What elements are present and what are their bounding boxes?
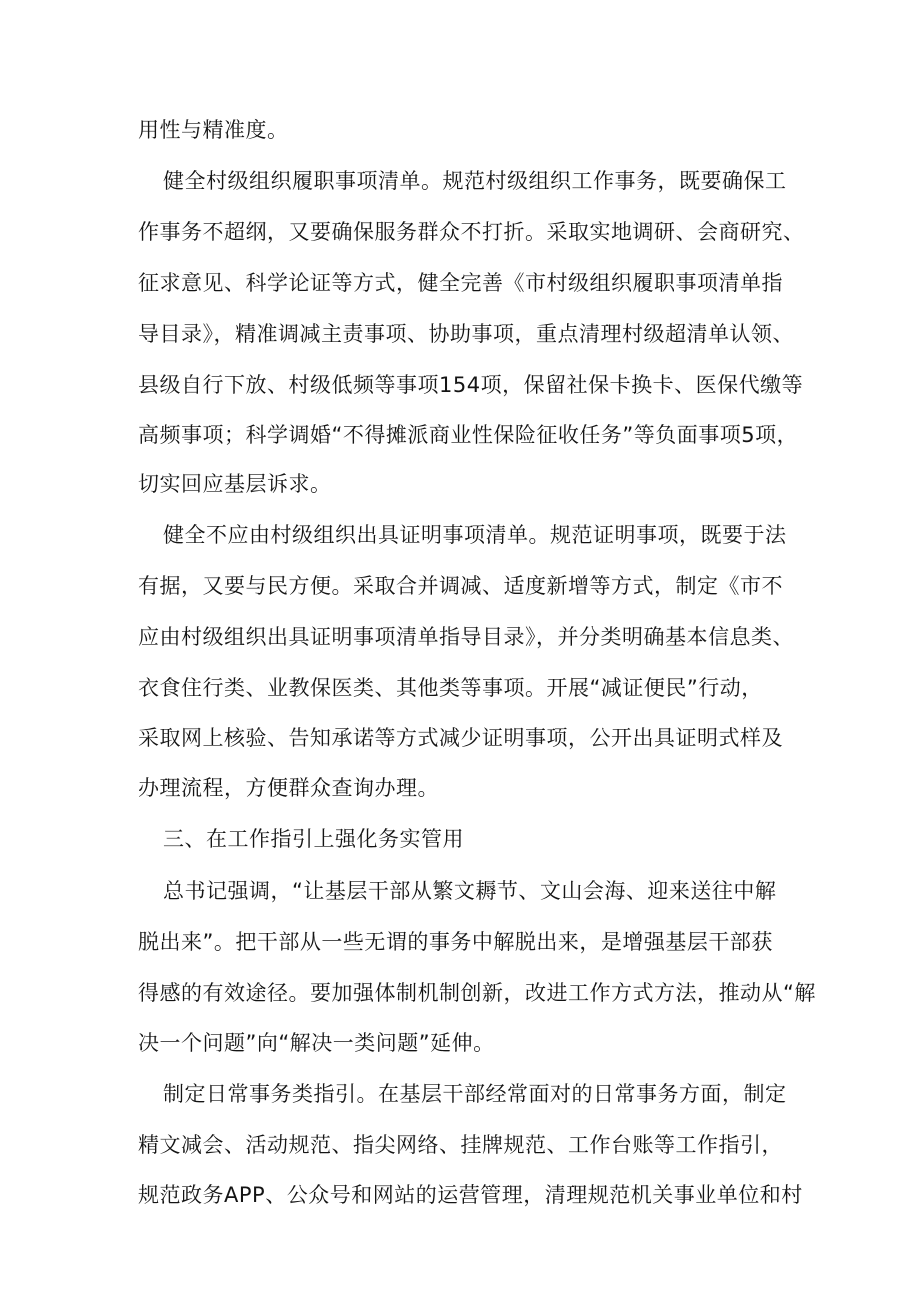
paragraph-quote-line: 总书记强调，“让基层干部从繁文耨节、文山会海、迎来送往中解 [163,879,777,903]
paragraph-certificates-line: 有据，又要与民方便。采取合并调减、适度新增等方式，制定《市不 [138,574,783,598]
paragraph-quote-line: 脱出来”。把干部从一些无谓的事务中解脱出来，是增强基层干部获 [138,930,773,954]
paragraph-village-duties-line: 高频事项；科学调婚“不得摊派商业性保险征收任务”等负面事项5项， [138,423,799,447]
paragraph-daily-affairs-line: 规范政务APP、公众号和网站的运营管理，清理规范机关事业单位和村 [138,1183,803,1207]
paragraph-continuation-line: 用性与精准度。 [138,118,289,142]
paragraph-village-duties-line: 切实回应基层诉求。 [138,472,332,496]
paragraph-certificates-line: 应由村级组织出具证明事项清单指导目录》，并分类明确基本信息类、 [138,625,794,649]
paragraph-certificates-line: 采取网上核验、告知承诺等方式减少证明事项，公开出具证明式样及 [138,726,783,750]
paragraph-village-duties-line: 县级自行下放、村级低频等事项154项，保留社保卡换卡、医保代缴等 [138,373,804,397]
paragraph-village-duties-line: 作事务不超纲，又要确保服务群众不打折。采取实地调研、会商研究、 [138,220,805,244]
paragraph-certificates-line: 衣食住行类、业教保医类、其他类等事项。开展“减证便民”行动， [138,676,763,700]
paragraph-village-duties-line: 导目录》，精准调减主责事项、协助事项，重点清理村级超清单认领、 [138,322,794,346]
paragraph-daily-affairs-line: 制定日常事务类指引。在基层干部经常面对的日常事务方面，制定 [163,1082,787,1106]
paragraph-village-duties-line: 健全村级组织履职事项清单。规范村级组织工作事务，既要确保工 [163,169,787,193]
paragraph-village-duties-line: 征求意见、科学论证等方式，健全完善《市村级组织履职事项清单指 [138,271,783,295]
paragraph-certificates-line: 健全不应由村级组织出具证明事项清单。规范证明事项，既要于法 [163,523,787,547]
paragraph-certificates-line: 办理流程，方便群众查询办理。 [138,776,439,800]
paragraph-quote-line: 得感的有效途径。要加强体制机制创新，改进工作方式方法，推动从“解 [138,981,816,1005]
section-heading: 三、在工作指引上强化务实管用 [163,827,464,851]
paragraph-daily-affairs-line: 精文减会、活动规范、指尖网络、挂牌规范、工作台账等工作指引， [138,1133,783,1157]
paragraph-quote-line: 决一个问题”向“解决一类问题”延伸。 [138,1031,495,1055]
